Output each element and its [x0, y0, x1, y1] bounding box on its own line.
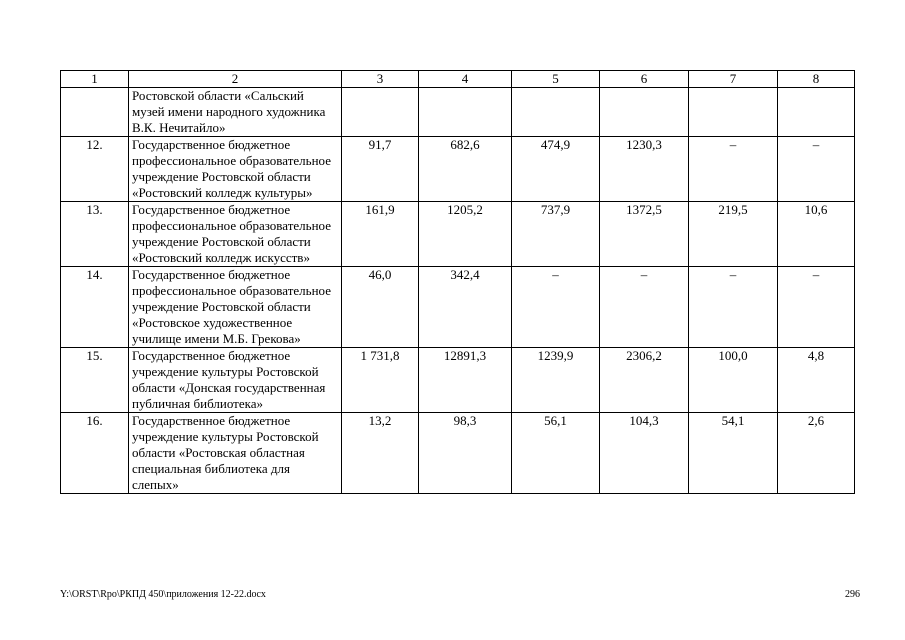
- column-header: 8: [778, 71, 855, 88]
- data-table: [60, 70, 855, 494]
- row-number: 12.: [61, 137, 129, 202]
- value-cell: 1372,5: [600, 202, 689, 267]
- value-cell: –: [778, 267, 855, 348]
- value-cell: 1239,9: [512, 348, 600, 413]
- value-cell: [778, 88, 855, 137]
- table-row: [61, 348, 855, 413]
- institution-name: Государственное бюджетное профессиональное образовательное учреждение Ростовской области «Ростовское художественное училище имени М.Б. Грекова»: [129, 267, 342, 348]
- value-cell: 13,2: [342, 413, 419, 494]
- value-cell: 682,6: [419, 137, 512, 202]
- value-cell: 161,9: [342, 202, 419, 267]
- column-header: 1: [61, 71, 129, 88]
- value-cell: 46,0: [342, 267, 419, 348]
- institution-name: Ростовской области «Сальский музей имени народного художника В.К. Нечитайло»: [129, 88, 342, 137]
- column-header: 7: [689, 71, 778, 88]
- value-cell: 1205,2: [419, 202, 512, 267]
- value-cell: 12891,3: [419, 348, 512, 413]
- table-row: [61, 413, 855, 494]
- row-number: 14.: [61, 267, 129, 348]
- value-cell: 219,5: [689, 202, 778, 267]
- value-cell: 737,9: [512, 202, 600, 267]
- value-cell: –: [778, 137, 855, 202]
- institution-name: Государственное бюджетное профессиональное образовательное учреждение Ростовской области «Ростовский колледж искусств»: [129, 202, 342, 267]
- value-cell: [512, 88, 600, 137]
- table-row: [61, 88, 855, 137]
- footer-file-path: Y:\ORST\Rpo\РКПД 450\приложения 12-22.docx: [60, 589, 266, 600]
- value-cell: 10,6: [778, 202, 855, 267]
- value-cell: 98,3: [419, 413, 512, 494]
- value-cell: –: [689, 267, 778, 348]
- value-cell: 474,9: [512, 137, 600, 202]
- value-cell: –: [512, 267, 600, 348]
- column-header: 2: [129, 71, 342, 88]
- row-number: 13.: [61, 202, 129, 267]
- value-cell: 100,0: [689, 348, 778, 413]
- value-cell: 56,1: [512, 413, 600, 494]
- value-cell: [342, 88, 419, 137]
- value-cell: [689, 88, 778, 137]
- table-row: [61, 267, 855, 348]
- value-cell: 91,7: [342, 137, 419, 202]
- column-header: 4: [419, 71, 512, 88]
- table-header-row: [61, 71, 855, 88]
- value-cell: [419, 88, 512, 137]
- value-cell: 1230,3: [600, 137, 689, 202]
- value-cell: 2306,2: [600, 348, 689, 413]
- row-number: 16.: [61, 413, 129, 494]
- institution-name: Государственное бюджетное учреждение культуры Ростовской области «Донская государственная публичная библиотека»: [129, 348, 342, 413]
- value-cell: [600, 88, 689, 137]
- column-header: 6: [600, 71, 689, 88]
- value-cell: –: [689, 137, 778, 202]
- institution-name: Государственное бюджетное профессиональное образовательное учреждение Ростовской области «Ростовский колледж культуры»: [129, 137, 342, 202]
- value-cell: –: [600, 267, 689, 348]
- row-number: [61, 88, 129, 137]
- footer-page-number: 296: [845, 589, 860, 600]
- value-cell: 104,3: [600, 413, 689, 494]
- value-cell: 54,1: [689, 413, 778, 494]
- column-header: 5: [512, 71, 600, 88]
- table-row: [61, 202, 855, 267]
- value-cell: 2,6: [778, 413, 855, 494]
- value-cell: 342,4: [419, 267, 512, 348]
- column-header: 3: [342, 71, 419, 88]
- institution-name: Государственное бюджетное учреждение культуры Ростовской области «Ростовская областная специальная библиотека для слепых»: [129, 413, 342, 494]
- value-cell: 4,8: [778, 348, 855, 413]
- value-cell: 1 731,8: [342, 348, 419, 413]
- row-number: 15.: [61, 348, 129, 413]
- table-row: [61, 137, 855, 202]
